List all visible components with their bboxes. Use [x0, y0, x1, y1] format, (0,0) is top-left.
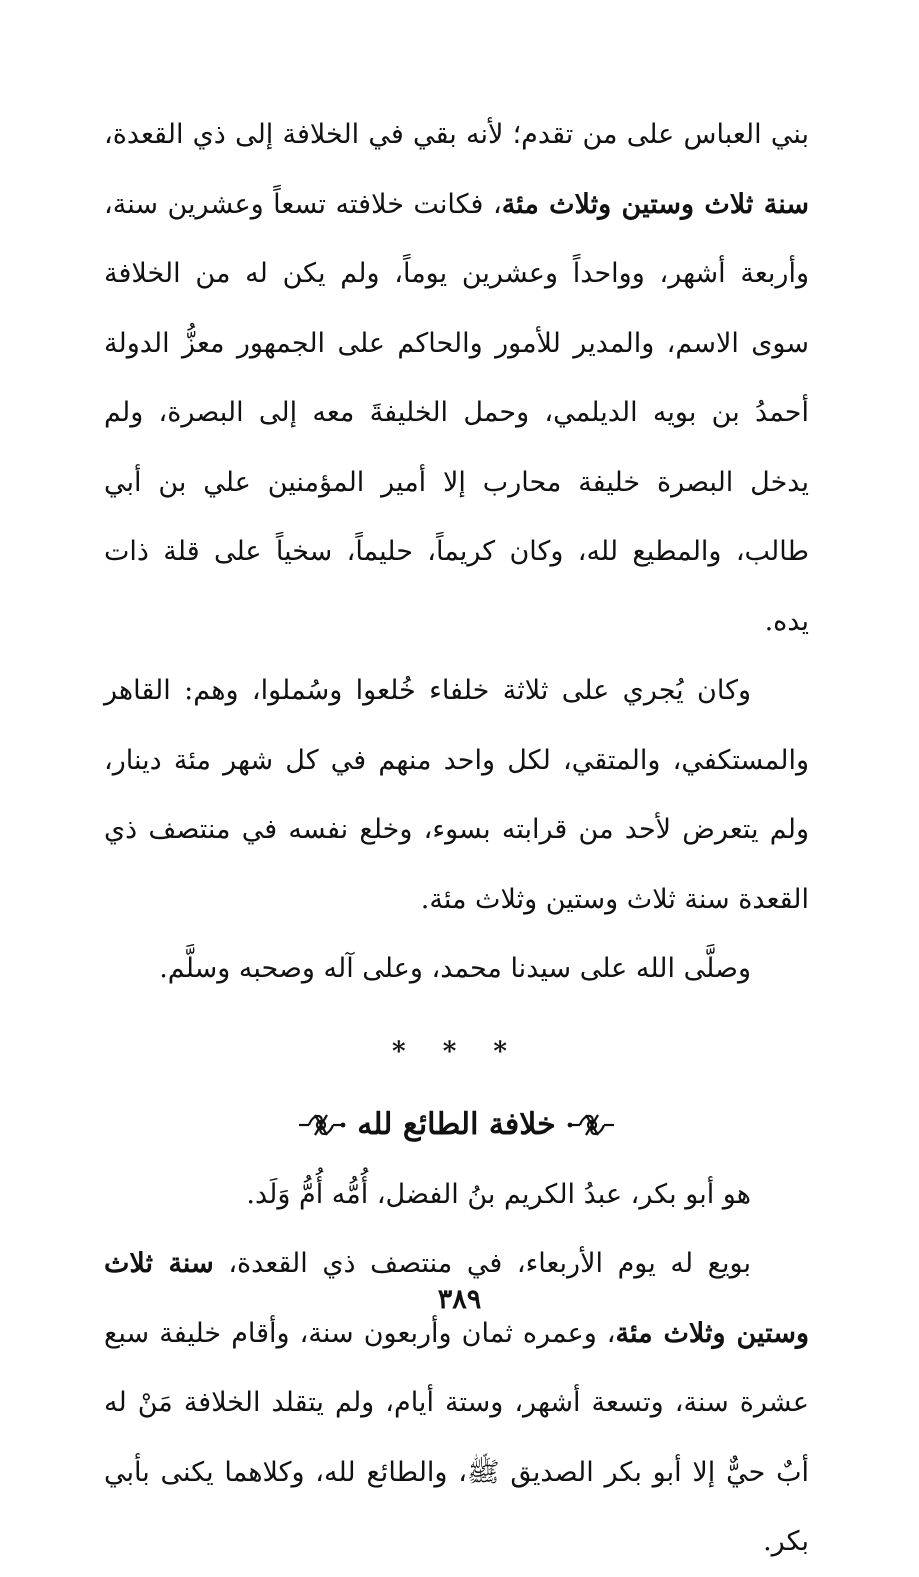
heading-title: خلافة الطائع لله: [357, 1106, 556, 1142]
text-run: هو أبو بكر، عبدُ الكريم بنُ الفضل، أُمُّه أُمُّ وَلَد.: [246, 1178, 751, 1210]
bold-phrase: سنة ثلاث وستين وثلاث مئة: [501, 188, 809, 220]
section-separator: * * *: [392, 1036, 521, 1067]
arabesque-ornament-icon: [566, 1107, 618, 1143]
paragraph: [104, 934, 809, 1004]
paragraph: [104, 656, 809, 934]
section-heading: [104, 1090, 809, 1160]
text-run: بني العباس على من تقدم؛ لأنه بقي في الخلافة إلى ذي القعدة،: [104, 119, 809, 150]
page-body: [104, 100, 809, 1577]
text-run: بويع له يوم الأربعاء، في منتصف ذي القعدة،: [213, 1248, 751, 1279]
arabesque-ornament-icon: [295, 1107, 347, 1143]
bottom-paragraphs: [104, 1160, 809, 1577]
bold-phrase: سنة ثلاث وستين وثلاث مئة: [104, 1248, 809, 1349]
text-run: ، فكانت خلافته تسعاً وعشرين سنة، وأربعة أشهر، وواحداً وعشرين يوماً، ولم يكن له من الخلافة سوى الاسم، والمدير للأمور والحاكم على الجمهور معزُّ الدولة أحمدُ بن بويه الديلمي، وحمل الخليفةَ معه إلى البصرة، ولم يدخل البصرة خليفة محارب إلا أمير المؤمنين علي بن أبي طالب، والمطيع لله، وكان كريماً، حليماً، سخياً على قلة ذات يده.: [104, 188, 809, 637]
text-run: وكان يُجري على ثلاثة خلفاء خُلعوا وسُملوا، وهم: القاهر والمستكفي، والمتقي، لكل واحد منهم في كل شهر مئة دينار، ولم يتعرض لأحد من قرابته بسوء، وخلع نفسه في منتصف ذي القعدة سنة ثلاث وستين وثلاث مئة.: [104, 675, 809, 915]
paragraph: [104, 1160, 809, 1230]
paragraph: [104, 100, 809, 656]
text-run: وصلَّى الله على سيدنا محمد، وعلى آله وصحبه وسلَّم.: [159, 953, 751, 984]
paragraph: [104, 1229, 809, 1577]
page-number: ٣٨٩: [437, 1284, 482, 1315]
top-paragraphs: [104, 100, 809, 1004]
text-run: ، وعمره ثمان وأربعون سنة، وأقام خليفة سبع عشرة سنة، وتسعة أشهر، وستة أيام، ولم يتقلد الخلافة مَنْ له أبٌ حيٌّ إلا أبو بكر الصديق ﷺ، والطائع لله، وكلاهما يكنى بأبي بكر.: [104, 1317, 809, 1557]
